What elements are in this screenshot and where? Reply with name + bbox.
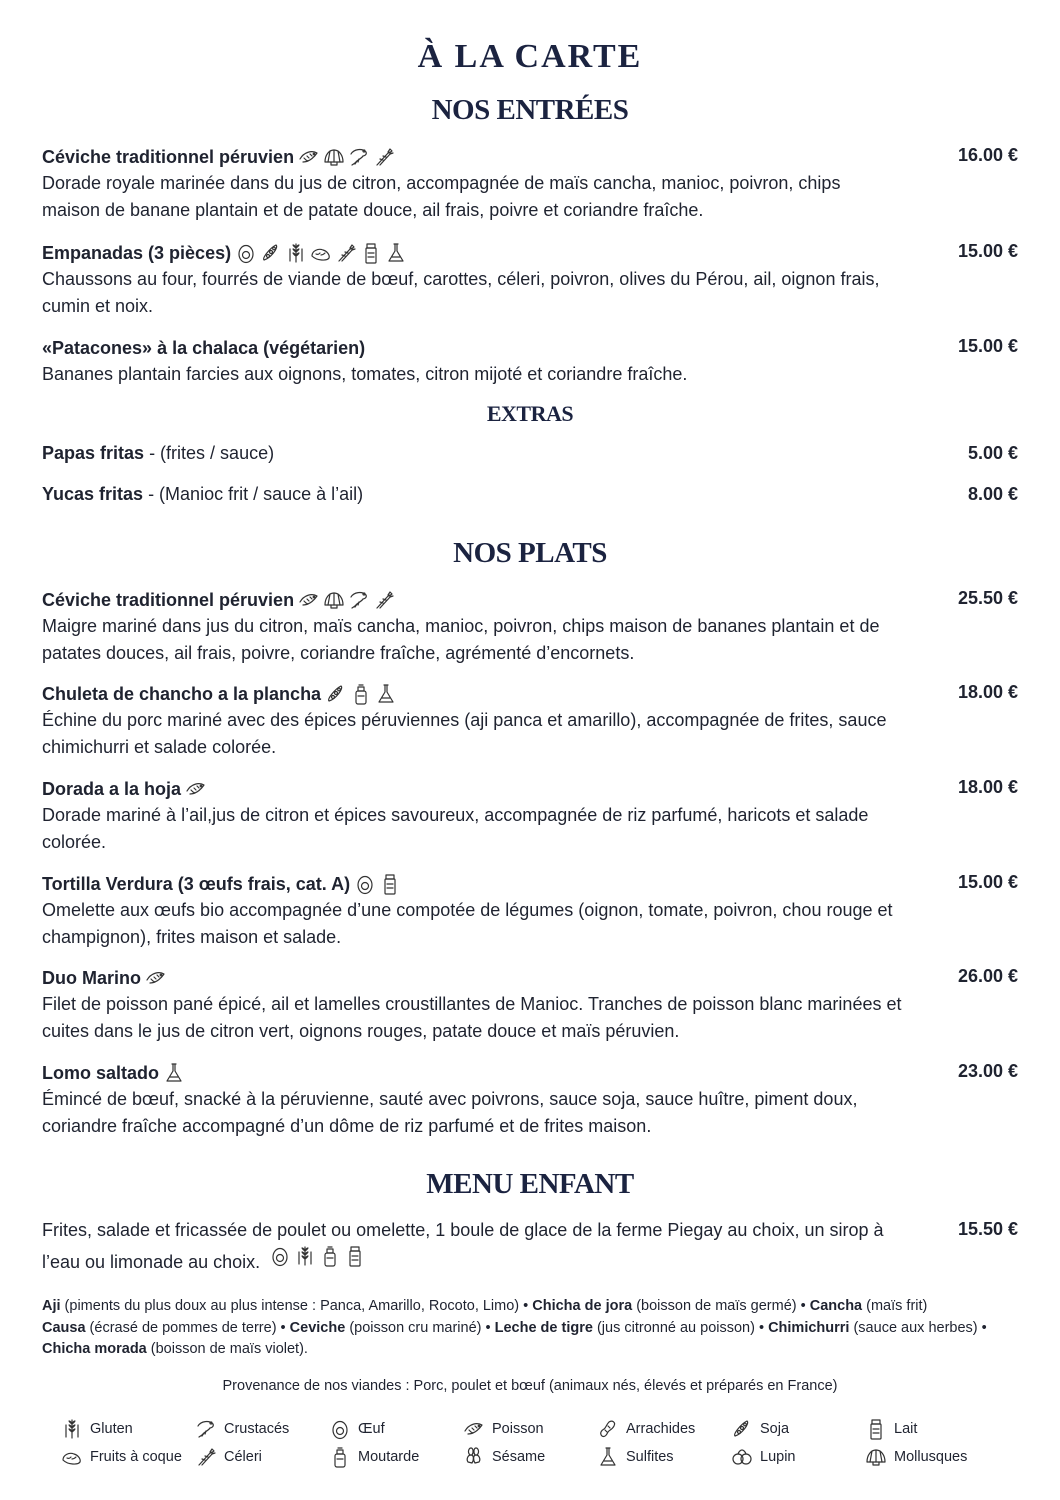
item-description: Bananes plantain farcies aux oignons, tomates, citron mijoté et coriandre fraîche. (42, 364, 688, 384)
gluten-icon (293, 1244, 317, 1268)
menu-item (42, 872, 1018, 951)
menu-enfant (42, 1217, 1018, 1276)
legend-item (730, 1417, 864, 1441)
item-description: Émincé de bœuf, snacké à la péruvienne, sauté avec poivrons, sauce soja, sauce huître, piment doux, coriandre fraîche accompagné d’un dôme de riz parfumé et de frites maison. (42, 1089, 858, 1136)
legend-item (194, 1445, 328, 1469)
lait-icon (864, 1417, 888, 1441)
glossary-def: (poisson cru mariné) • (345, 1319, 495, 1336)
extra-item (42, 441, 1018, 465)
glossary-term: Chicha de jora (532, 1298, 633, 1314)
legend-item (328, 1417, 462, 1441)
item-name: Céviche traditionnel péruvien (42, 146, 295, 167)
item-name: Duo Marino (42, 967, 141, 988)
legend-item (328, 1445, 462, 1469)
mollusques-icon (864, 1445, 888, 1469)
oeuf-icon (353, 872, 377, 896)
glossary-term: Chimichurri (768, 1319, 850, 1336)
glossary-def: (jus citronné au poisson) • (592, 1319, 769, 1336)
legend-label: Céleri (224, 1449, 262, 1465)
fruits-a-coque-icon (309, 241, 333, 265)
legend-item (194, 1417, 328, 1441)
mollusques-icon (322, 145, 346, 169)
glossary-def: (sauce aux herbes) • (849, 1319, 987, 1336)
legend-label: Gluten (90, 1421, 133, 1437)
item-description: Maigre mariné dans jus du citron, maïs cancha, manioc, poivron, chips maison de bananes plantain et de patates douces, ail frais, poivre, coriandre fraîche, agrémenté d’encornets. (42, 616, 880, 663)
allergen-icons (161, 1061, 186, 1085)
legend-label: Mollusques (894, 1449, 968, 1465)
legend-label: Fruits à coque (90, 1449, 182, 1465)
allergen-icons (296, 588, 396, 612)
legend-label: Œuf (358, 1421, 385, 1437)
lait-icon (378, 872, 402, 896)
section-title-menu-enfant: MENU ENFANT (426, 1168, 634, 1200)
legend-label: Moutarde (358, 1449, 420, 1465)
poisson-icon (462, 1417, 486, 1441)
item-description: Échine du porc mariné avec des épices péruviennes (aji panca et amarillo), accompagnée de frites, sauce chimichurri et salade colorée. (42, 710, 887, 757)
poisson-icon (184, 777, 208, 801)
legend-item (60, 1417, 194, 1441)
glossary-def: (maïs frit) (862, 1298, 928, 1314)
soja-icon (730, 1417, 754, 1441)
legend-item (730, 1445, 864, 1469)
arachides-icon (596, 1417, 620, 1441)
sesame-icon (462, 1445, 486, 1469)
legend-item (596, 1445, 730, 1469)
allergen-icons (267, 1244, 367, 1268)
item-price: 15.00 € (957, 241, 1018, 261)
poisson-icon (297, 588, 321, 612)
item-description: Omelette aux œufs bio accompagnée d’une compotée de légumes (oignon, tomate, poivron, chou rouge et champignon), frites maison et salade. (42, 900, 893, 947)
glossary-term: Aji (42, 1298, 61, 1314)
extra-detail: - (frites / sauce) (149, 442, 275, 463)
gluten-icon (60, 1417, 84, 1441)
legend-label: Sulfites (626, 1449, 674, 1465)
legend-item (60, 1445, 194, 1469)
item-price: 18.00 € (957, 777, 1018, 797)
glossary-term: Cancha (809, 1298, 863, 1314)
glossary-def: (écrasé de pommes de terre) • (85, 1319, 290, 1336)
item-price: 18.00 € (957, 682, 1018, 702)
menu-enfant-price: 15.50 € (957, 1219, 1018, 1239)
legend-item (462, 1417, 596, 1441)
legend-label: Lupin (760, 1449, 796, 1465)
glossary (42, 1296, 1022, 1361)
oeuf-icon (268, 1244, 292, 1268)
legend-label: Soja (760, 1421, 790, 1437)
sulfites-icon (374, 682, 398, 706)
sulfites-icon (162, 1061, 186, 1085)
crustaces-icon (194, 1417, 218, 1441)
extra-price: 5.00 € (967, 442, 1018, 463)
allergen-icons (143, 966, 168, 990)
allergen-legend (60, 1417, 1020, 1469)
fruits-a-coque-icon (60, 1445, 84, 1469)
glossary-term: Causa (42, 1319, 86, 1336)
glossary-def: (piments du plus doux au plus intense : Panca, Amarillo, Rocoto, Limo) • (60, 1298, 533, 1314)
menu-item (42, 145, 1018, 224)
allergen-icons (352, 872, 402, 896)
item-price: 15.00 € (957, 336, 1018, 356)
moutarde-icon (318, 1244, 342, 1268)
menu-item (42, 336, 1018, 388)
menu-item (42, 682, 1018, 761)
extra-price: 8.00 € (967, 483, 1018, 504)
item-price: 23.00 € (957, 1061, 1018, 1081)
menu-item (42, 966, 1018, 1045)
legend-item (864, 1445, 998, 1469)
item-name: Empanadas (3 pièces) (42, 242, 232, 263)
menu-enfant-text: Frites, salade et fricassée de poulet ou omelette, 1 boule de glace de la ferme Piegay au choix, un sirop à l’eau ou limonade au choix. (42, 1220, 884, 1272)
celeri-icon (372, 588, 396, 612)
legend-item (864, 1417, 998, 1441)
allergen-icons (183, 777, 208, 801)
celeri-icon (372, 145, 396, 169)
oeuf-icon (234, 241, 258, 265)
glossary-def: (boisson de maïs violet). (146, 1341, 308, 1357)
item-description: Dorade royale marinée dans du jus de citron, accompagnée de maïs cancha, manioc, poivron, chips maison de banane plantain et de patate douce, ail frais, poivre et coriandre fraîche. (42, 173, 841, 220)
legend-item (462, 1445, 596, 1469)
item-name: «Patacones» à la chalaca (végétarien) (42, 337, 366, 358)
menu-item (42, 588, 1018, 667)
glossary-def: (boisson de maïs germé) • (632, 1298, 810, 1314)
extra-detail: - (Manioc frit / sauce à l’ail) (148, 483, 364, 504)
allergen-icons (296, 145, 396, 169)
glossary-term: Chicha morada (42, 1341, 147, 1357)
item-name: Céviche traditionnel péruvien (42, 589, 295, 610)
mollusques-icon (322, 588, 346, 612)
sulfites-icon (384, 241, 408, 265)
item-description: Chaussons au four, fourrés de viande de bœuf, carottes, céleri, poivron, olives du Pérou, ail, oignon frais, cumin et noix. (42, 269, 880, 316)
extra-item (42, 482, 1018, 506)
legend-label: Sésame (492, 1449, 546, 1465)
page-title: À LA CARTE (417, 38, 643, 75)
menu-item (42, 1061, 1018, 1140)
allergen-icons (323, 682, 398, 706)
item-name: Dorada a la hoja (42, 778, 182, 799)
moutarde-icon (349, 682, 373, 706)
item-description: Dorade mariné à l’ail,jus de citron et épices savoureux, accompagnée de riz parfumé, haricots et salade colorée. (42, 805, 869, 852)
item-description: Filet de poisson pané épicé, ail et lamelles croustillantes de Manioc. Tranches de poisson blanc marinées et cuites dans le jus de citron vert, oignons rouges, patate douce et maïs péruvien. (42, 994, 902, 1041)
menu-item (42, 777, 1018, 856)
item-name: Chuleta de chancho a la plancha (42, 683, 322, 704)
lupin-icon (730, 1445, 754, 1469)
poisson-icon (144, 966, 168, 990)
legend-label: Lait (894, 1421, 918, 1437)
celeri-icon (194, 1445, 218, 1469)
crustaces-icon (347, 588, 371, 612)
section-title-extras: EXTRAS (486, 401, 574, 426)
menu-item (42, 241, 1018, 320)
item-price: 26.00 € (957, 966, 1018, 986)
glossary-term: Leche de tigre (494, 1319, 593, 1336)
crustaces-icon (347, 145, 371, 169)
item-price: 15.00 € (957, 872, 1018, 892)
moutarde-icon (328, 1445, 352, 1469)
lait-icon (359, 241, 383, 265)
legend-label: Poisson (492, 1421, 544, 1437)
menu-enfant-description (42, 1217, 902, 1276)
section-title-entrees: NOS ENTRÉES (431, 94, 629, 126)
oeuf-icon (328, 1417, 352, 1441)
section-title-plats: NOS PLATS (453, 537, 607, 569)
meat-provenance: Provenance de nos viandes : Porc, poulet et bœuf (animaux nés, élevés et préparés en France) (222, 1378, 838, 1394)
gluten-icon (284, 241, 308, 265)
sulfites-icon (596, 1445, 620, 1469)
item-name: Tortilla Verdura (3 œufs frais, cat. A) (42, 873, 351, 894)
extra-name: Papas fritas (42, 442, 145, 463)
allergen-icons (233, 241, 408, 265)
item-price: 16.00 € (957, 145, 1018, 165)
soja-icon (259, 241, 283, 265)
celeri-icon (334, 241, 358, 265)
lait-icon (343, 1244, 367, 1268)
poisson-icon (297, 145, 321, 169)
item-name: Lomo saltado (42, 1062, 160, 1083)
extra-name: Yucas fritas (42, 483, 144, 504)
legend-label: Arrachides (626, 1421, 696, 1437)
glossary-term: Ceviche (289, 1319, 346, 1336)
item-price: 25.50 € (957, 588, 1018, 608)
legend-item (596, 1417, 730, 1441)
soja-icon (324, 682, 348, 706)
legend-label: Crustacés (224, 1421, 290, 1437)
